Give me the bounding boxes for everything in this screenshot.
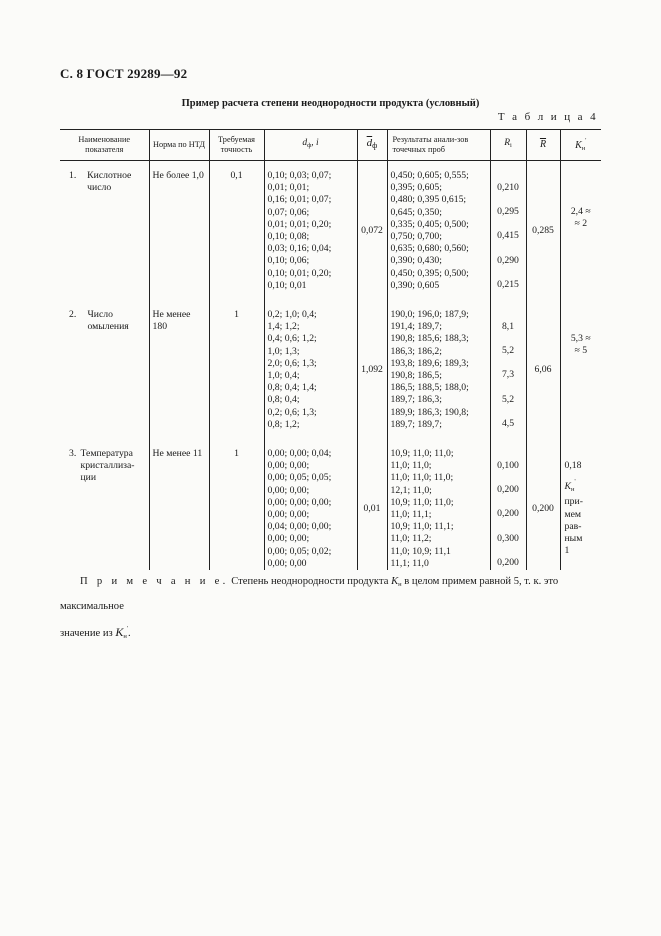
col-header-d [264, 130, 357, 161]
row-name: Кислотное число [87, 170, 132, 194]
note-k-prime-symbol: $K_н'$ [115, 625, 128, 640]
r-subscript: i [510, 142, 512, 150]
d-symbol: d [302, 138, 308, 149]
row-results: 10,9; 11,0; 11,0; 11,0; 11,0; 11,0; 11,0; 11,0; 12,1; 11,0; 10,9; 11,0; 11,0; 11,0; 11,1; 10,9; 11,0; 11,1; 11,0; 11,2; 11,0; 10,9; 11,1 11,1; 11,0 [387, 448, 490, 570]
table-caption: Пример расчета степени неоднородности продукта (условный) [181, 98, 480, 109]
table-number: Т а б л и ц а 4 [497, 111, 598, 123]
row-accuracy: 0,1 [209, 170, 264, 292]
k-inline-symbol: $K_н'$ [564, 479, 576, 494]
col-header-r-mean [526, 130, 560, 161]
row-number: 3. [69, 448, 77, 460]
row-r-values: 0,100 0,200 0,200 0,300 0,200 [490, 448, 526, 570]
col-header-k [560, 130, 601, 161]
row-d-mean: 0,01 [357, 448, 387, 570]
col-header-results: Результаты анали-зов точечных проб [387, 130, 490, 161]
table-note [60, 571, 601, 648]
table-row [60, 448, 601, 570]
row-norm: Не менее 11 [149, 448, 209, 570]
d-mean-symbol: $\overline{d}$ [366, 137, 373, 150]
row-results: 0,450; 0,605; 0,555; 0,395; 0,605; 0,480; 0,395 0,615; 0,645; 0,350; 0,335; 0,405; 0,500; 0,750; 0,700; 0,635; 0,680; 0,560; 0,390; 0,430; 0,450; 0,395; 0,500; 0,390; 0,605 [387, 170, 490, 292]
row-d-values: 0,2; 1,0; 0,4; 1,4; 1,2; 0,4; 0,6; 1,2; 1,0; 1,3; 2,0; 0,6; 1,3; 1,0; 0,4; 0,8; 0,4; 1,4; 0,8; 0,4; 0,2; 0,6; 1,3; 0,8; 1,2; [264, 309, 357, 431]
r-mean-symbol: $\overline{R}$ [539, 138, 547, 150]
row-accuracy: 1 [209, 448, 264, 570]
k-subscript: н [581, 144, 586, 152]
row-d-mean: 1,092 [357, 309, 387, 431]
k-value: 0,18 [564, 460, 582, 472]
row-r-values: 0,210 0,295 0,415 0,290 0,215 [490, 170, 526, 292]
col-header-accuracy: Требуемая точность [209, 130, 264, 161]
row-k: 5,3 ≈ ≈ 5 [560, 309, 601, 431]
page-header: С. 8 ГОСТ 29289—92 [60, 66, 188, 81]
row-name: Температура кристаллиза-ции [80, 448, 135, 484]
row-number: 2. [69, 309, 77, 321]
col-header-d-mean [357, 130, 387, 161]
table-row [60, 170, 601, 292]
note-label: П р и м е ч а н и е. [80, 576, 229, 587]
note-k-symbol: K [391, 576, 399, 587]
row-accuracy: 1 [209, 309, 264, 431]
d-index: , i [311, 138, 319, 149]
k-prime: ' [585, 137, 587, 144]
row-r-values: 8,1 5,2 7,3 5,2 4,5 [490, 309, 526, 431]
row-norm: Не более 1,0 [149, 170, 209, 292]
r-symbol: R [504, 138, 510, 149]
note-text-2: в целом примем равной 5, т. к. это максимальное [60, 576, 559, 612]
table-row [60, 309, 601, 431]
row-d-values: 0,10; 0,03; 0,07; 0,01; 0,01; 0,16; 0,01; 0,07; 0,07; 0,06; 0,01; 0,01; 0,20; 0,10; 0,08; 0,03; 0,16; 0,04; 0,10; 0,06; 0,10; 0,01; 0,20; 0,10; 0,01 [264, 170, 357, 292]
table-header-row [60, 130, 601, 161]
row-number: 1. [69, 170, 77, 181]
data-table [60, 129, 601, 570]
k-symbol: K [575, 139, 582, 151]
row-r-mean: 0,200 [526, 448, 560, 570]
row-k: 0,18 $K_н'$ при- мем рав- ным 1 [560, 448, 601, 570]
note-text-3: значение из [60, 628, 113, 639]
row-d-values: 0,00; 0,00; 0,04; 0,00; 0,00; 0,00; 0,05; 0,05; 0,00; 0,00; 0,00; 0,00; 0,00; 0,00; 0,00; 0,04; 0,00; 0,00; 0,00; 0,00; 0,00; 0,05; 0,02; 0,00; 0,00 [264, 448, 357, 570]
row-norm: Не менее 180 [149, 309, 209, 431]
col-header-norm: Норма по НТД [149, 130, 209, 161]
note-k-subscript: н [398, 581, 402, 588]
col-header-name: Наименование показателя [60, 130, 149, 161]
note-end: . [127, 628, 131, 639]
row-results: 190,0; 196,0; 187,9; 191,4; 189,7; 190,8; 185,6; 188,3; 186,3; 186,2; 193,8; 189,6; 189,3; 190,8; 186,5; 186,5; 188,5; 188,0; 189,7; 186,3; 189,9; 186,3; 190,8; 189,7; 189,7; [387, 309, 490, 431]
row-k: 2,4 ≈ ≈ 2 [560, 170, 601, 292]
note-text-1: Степень неоднородности продукта [231, 576, 389, 587]
d-mean-subscript: ф [372, 141, 378, 151]
row-r-mean: 0,285 [526, 170, 560, 292]
row-d-mean: 0,072 [357, 170, 387, 292]
row-r-mean: 6,06 [526, 309, 560, 431]
col-header-r [490, 130, 526, 161]
row-name: Число омыления [87, 309, 129, 333]
d-subscript: ф [307, 142, 312, 150]
